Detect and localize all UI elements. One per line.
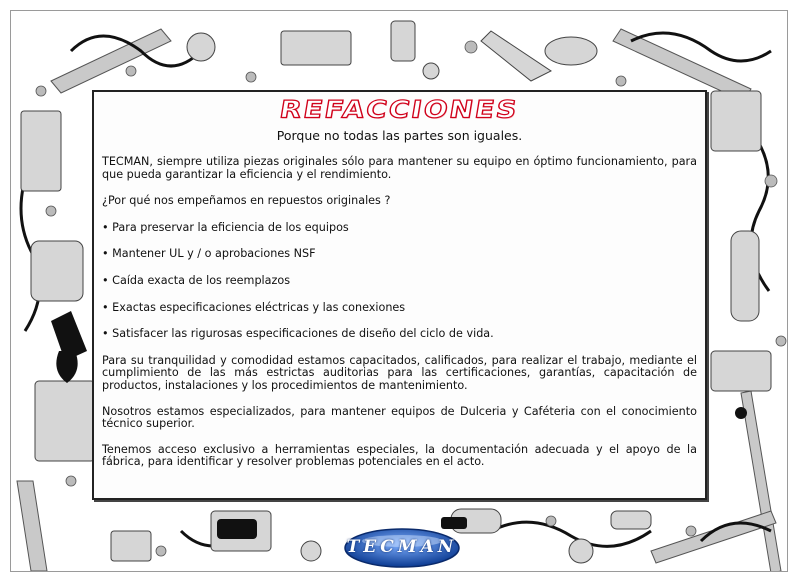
bullet-item: • Mantener UL y / o aprobaciones NSF (102, 247, 316, 261)
paragraph-specialized: Nosotros estamos especializados, para mantener equipos de Dulceria y Caféteria con el conocimiento técnico superior. (102, 404, 697, 431)
content-body (102, 156, 697, 482)
intro-paragraph: TECMAN, siempre utiliza piezas originales sólo para mantener su equipo en óptimo funcionamiento, para que pueda garantizar la eficiencia y el rendimiento. (102, 155, 697, 181)
paragraph-certifications: Para su tranquilidad y comodidad estamos capacitados, calificados, para realizar el trabajo, mediante el cumplimiento de las más estrictas auditorias para las certificaciones, garantías, capacitación de productos, instalaciones y los procedimientos de mantenimiento. (102, 353, 697, 392)
title-banner (94, 92, 705, 128)
page-subtitle: Porque no todas las partes son iguales. (276, 128, 523, 143)
question-line: ¿Por qué nos empeñamos en repuestos originales ? (102, 194, 391, 208)
bullet-item: • Para preservar la eficiencia de los equipos (102, 220, 349, 234)
bullet-item: • Satisfacer las rigurosas especificaciones de diseño del ciclo de vida. (102, 327, 494, 341)
logo-text: TECMAN (346, 537, 458, 557)
page-title: REFACCIONES (278, 95, 521, 124)
tecman-logo (343, 527, 461, 569)
bullet-item: • Exactas especificaciones eléctricas y las conexiones (102, 300, 406, 314)
paragraph-tools: Tenemos acceso exclusivo a herramientas especiales, la documentación adecuada y el apoyo de la fábrica, para identificar y resolver problemas potenciales en el acto. (102, 442, 697, 469)
bullet-item: • Caída exacta de los reemplazos (102, 273, 291, 287)
content-panel (92, 90, 707, 500)
